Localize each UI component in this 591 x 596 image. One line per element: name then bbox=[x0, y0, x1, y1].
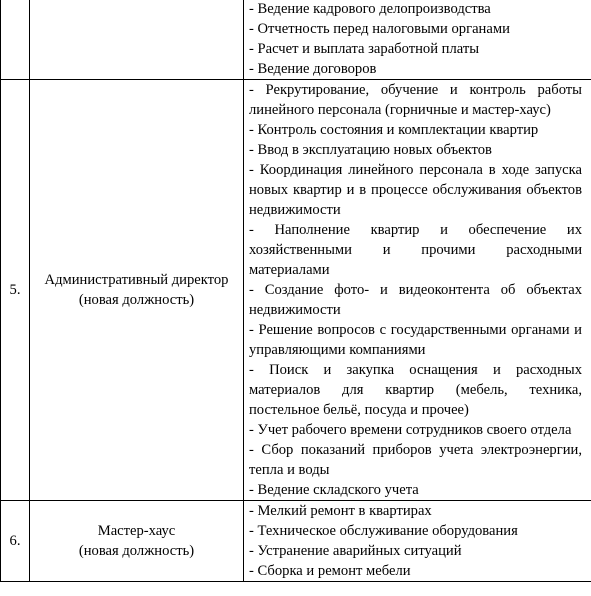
duty-item: - Поиск и закупка оснащения и расходных материалов для квартир (мебель, техника, постельное бельё, посуда и прочее) bbox=[249, 362, 582, 418]
duty-item: - Ведение кадрового делопроизводства bbox=[249, 1, 491, 17]
duty-item: - Расчет и выплата заработной платы bbox=[249, 41, 480, 57]
table-row bbox=[1, 80, 591, 501]
row-number: 6. bbox=[1, 501, 30, 582]
position-note: (новая должность) bbox=[78, 543, 195, 559]
duties-cell bbox=[244, 0, 591, 80]
table-row bbox=[1, 501, 591, 582]
duty-item: - Учет рабочего времени сотрудников своего отдела bbox=[249, 422, 572, 438]
duty-item: - Мелкий ремонт в квартирах bbox=[249, 503, 432, 519]
duty-item: - Координация линейного персонала в ходе запуска новых квартир и в процессе обслуживания объектов недвижимости bbox=[249, 162, 582, 218]
duty-item: - Отчетность перед налоговыми органами bbox=[249, 21, 510, 37]
duty-item: - Создание фото- и видеоконтента об объектах недвижимости bbox=[249, 282, 582, 318]
row-number: 5. bbox=[1, 80, 30, 501]
position-title: Мастер-хаус bbox=[97, 523, 176, 539]
duty-item: - Ведение складского учета bbox=[249, 482, 419, 498]
position-cell bbox=[30, 501, 244, 582]
duty-item: - Сбор показаний приборов учета электроэнергии, тепла и воды bbox=[249, 442, 582, 478]
position-cell bbox=[30, 0, 244, 80]
position-cell bbox=[30, 80, 244, 501]
duty-item: - Наполнение квартир и обеспечение их хозяйственными и прочими расходными материалами bbox=[249, 222, 582, 278]
duty-item: - Сборка и ремонт мебели bbox=[249, 563, 411, 579]
duty-item: - Техническое обслуживание оборудования bbox=[249, 523, 518, 539]
row-number bbox=[1, 0, 30, 80]
position-note: (новая должность) bbox=[78, 292, 195, 308]
duty-item: - Ведение договоров bbox=[249, 61, 377, 77]
table-row bbox=[1, 0, 591, 80]
duty-item: - Рекрутирование, обучение и контроль работы линейного персонала (горничные и мастер-хаус) bbox=[249, 82, 582, 118]
duties-cell bbox=[244, 501, 591, 582]
duty-item: - Устранение аварийных ситуаций bbox=[249, 543, 462, 559]
duties-cell bbox=[244, 80, 591, 501]
duty-item: - Ввод в эксплуатацию новых объектов bbox=[249, 142, 492, 158]
position-title: Административный директор bbox=[44, 272, 229, 288]
duty-item: - Контроль состояния и комплектации квартир bbox=[249, 122, 539, 138]
duty-item: - Решение вопросов с государственными органами и управляющими компаниями bbox=[249, 322, 582, 358]
